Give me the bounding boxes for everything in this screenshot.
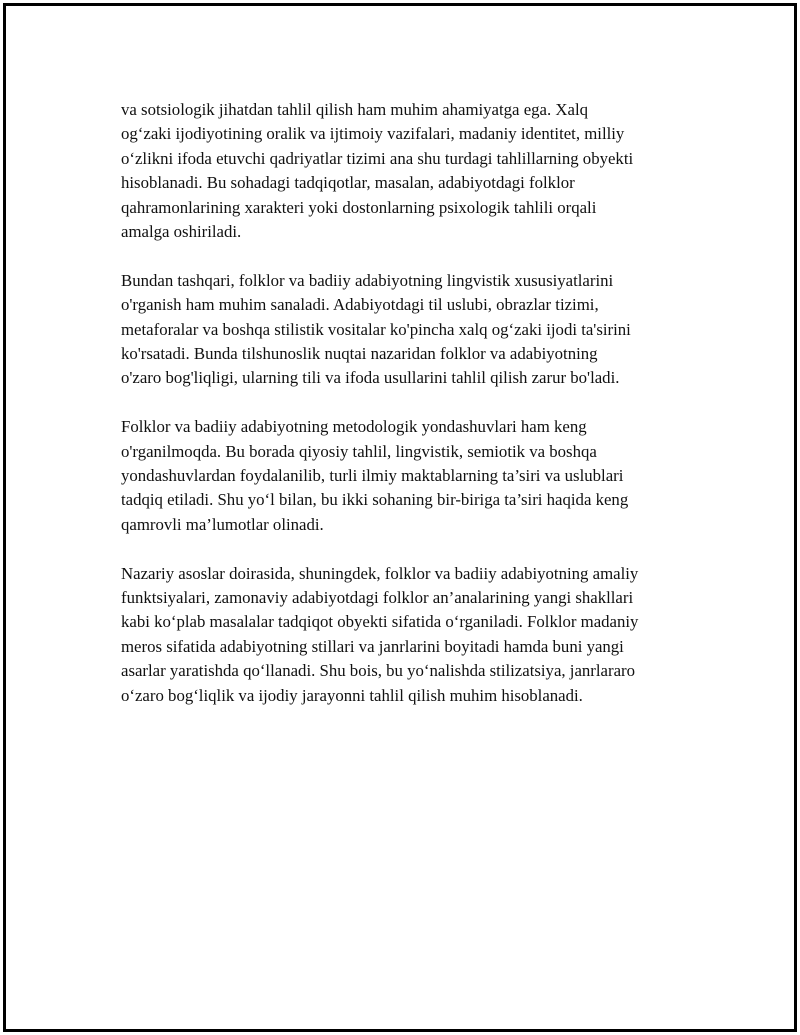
paragraph-4: [121, 562, 701, 708]
text-line: tadqiq etiladi. Shu yo‘l bilan, bu ikki sohaning bir-biriga ta’siri haqida keng: [121, 490, 629, 510]
paragraph-2: [121, 269, 701, 391]
text-line: hisoblanadi. Bu sohadagi tadqiqotlar, masalan, adabiyotdagi folklor: [121, 173, 575, 193]
text-line: kabi ko‘plab masalalar tadqiqot obyekti sifatida o‘rganiladi. Folklor madaniy: [121, 612, 639, 632]
text-line: og‘zaki ijodiyotining oralik va ijtimoiy vazifalari, madaniy identitet, milliy: [121, 124, 625, 144]
text-line: o'rganish ham muhim sanaladi. Adabiyotdagi til uslubi, obrazlar tizimi,: [121, 295, 599, 315]
text-line: amalga oshiriladi.: [121, 222, 242, 242]
text-line: Bundan tashqari, folklor va badiiy adabiyotning lingvistik xususiyatlarini: [121, 270, 614, 290]
text-line: Folklor va badiiy adabiyotning metodologik yondashuvlari ham keng: [121, 417, 587, 437]
text-line: yondashuvlardan foydalanilib, turli ilmiy maktablarning ta’siri va uslublari: [121, 466, 624, 486]
document-body: [121, 98, 701, 733]
text-line: metaforalar va boshqa stilistik vositalar ko'pincha xalq og‘zaki ijodi ta'sirini: [121, 319, 631, 339]
text-line: ko'rsatadi. Bunda tilshunoslik nuqtai nazaridan folklor va adabiyotning: [121, 344, 598, 364]
text-line: meros sifatida adabiyotning stillari va janrlarini boyitadi hamda buni yangi: [121, 636, 624, 656]
text-line: o‘zaro bog‘liqlik va ijodiy jarayonni tahlil qilish muhim hisoblanadi.: [121, 685, 583, 705]
text-line: qamrovli ma’lumotlar olinadi.: [121, 514, 324, 534]
text-line: asarlar yaratishda qo‘llanadi. Shu bois, bu yo‘nalishda stilizatsiya, janrlararo: [121, 661, 636, 681]
text-line: o'zaro bog'liqligi, ularning tili va ifoda usullarini tahlil qilish zarur bo'ladi.: [121, 368, 620, 388]
text-line: o‘zlikni ifoda etuvchi qadriyatlar tizimi ana shu turdagi tahlillarning obyekti: [121, 148, 634, 168]
paragraph-1: [121, 98, 701, 244]
text-line: o'rganilmoqda. Bu borada qiyosiy tahlil, lingvistik, semiotik va boshqa: [121, 441, 597, 461]
document-page: [3, 3, 797, 1032]
text-line: qahramonlarining xarakteri yoki dostonlarning psixologik tahlili orqali: [121, 197, 597, 217]
text-line: Nazariy asoslar doirasida, shuningdek, folklor va badiiy adabiyotning amaliy: [121, 563, 639, 583]
text-line: va sotsiologik jihatdan tahlil qilish ham muhim ahamiyatga ega. Xalq: [121, 100, 588, 119]
paragraph-3: [121, 415, 701, 537]
text-line: funktsiyalari, zamonaviy adabiyotdagi folklor an’analarining yangi shakllari: [121, 588, 634, 608]
